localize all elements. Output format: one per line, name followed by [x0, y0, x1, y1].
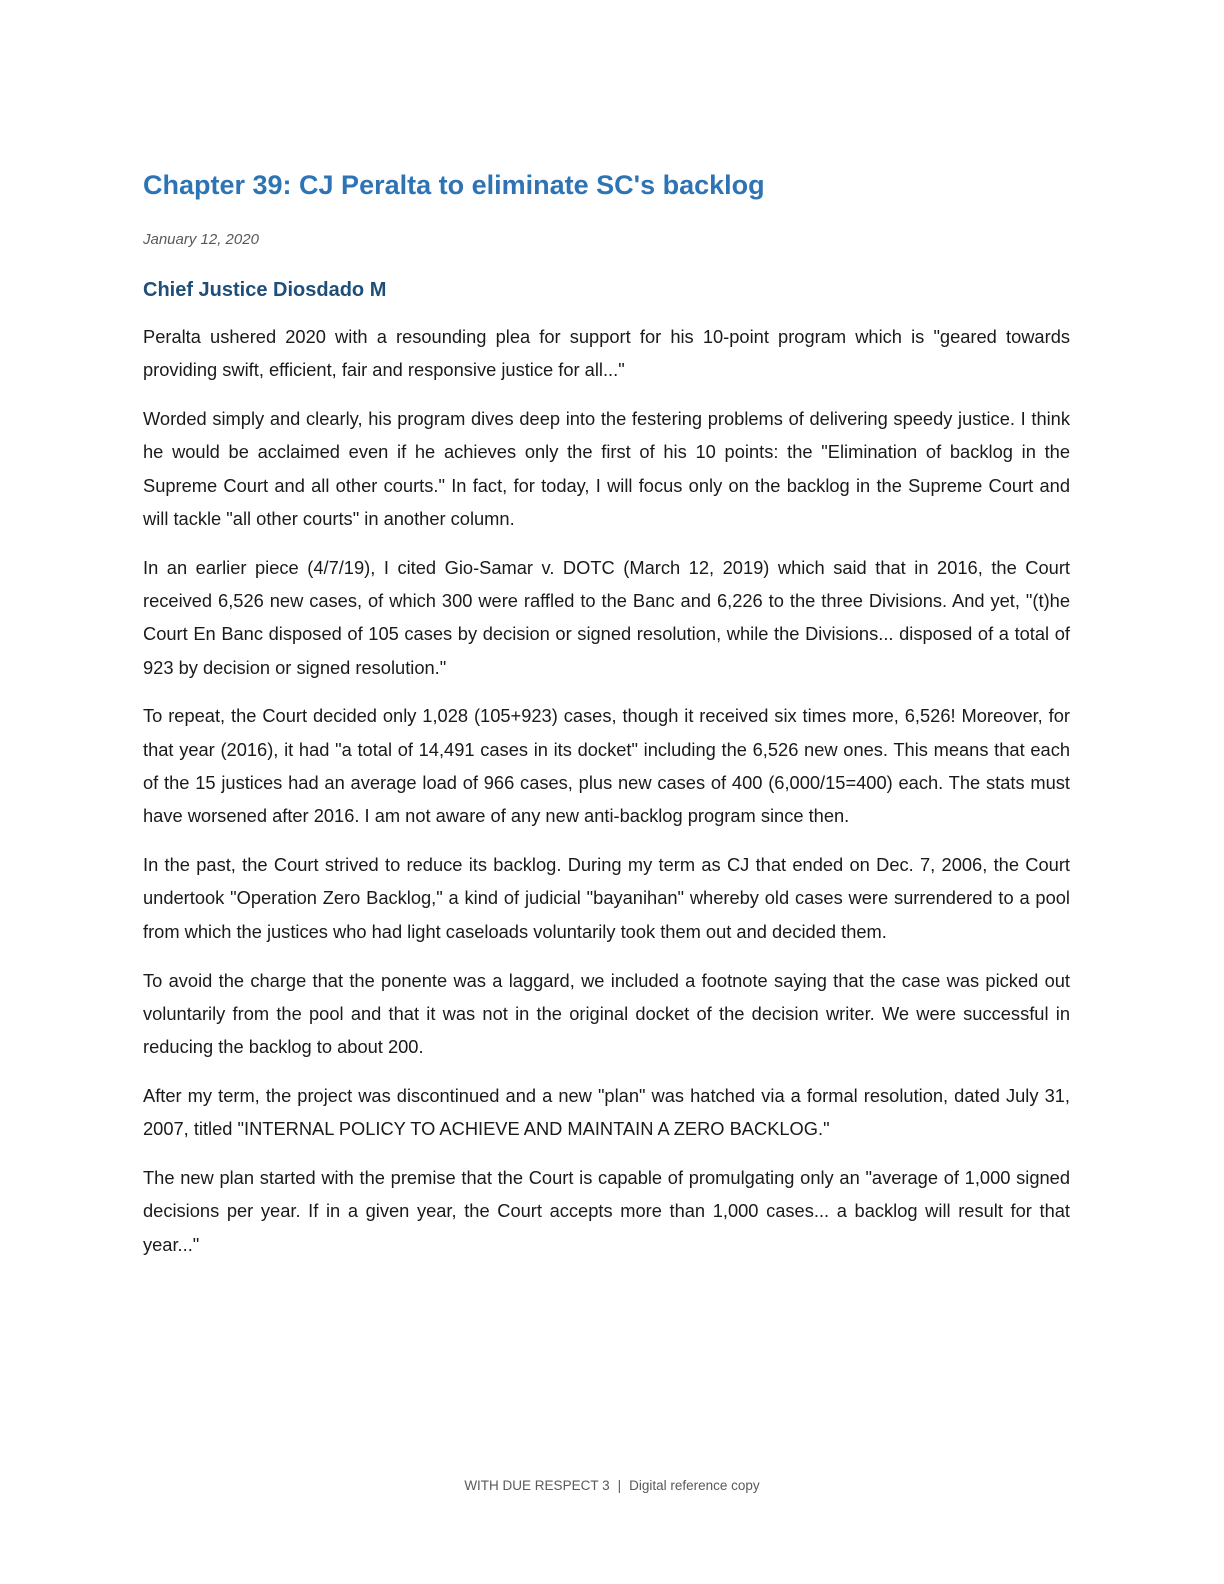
- paragraph-6: To avoid the charge that the ponente was a laggard, we included a footnote saying that the case was picked out voluntarily from the pool and that it was not in the original docket of the decision writer. We were successful in reducing the backlog to about 200.: [143, 969, 1070, 1058]
- article-body: [143, 320, 1070, 1276]
- footer-book-title: WITH DUE RESPECT 3: [464, 1478, 610, 1493]
- page-footer: [0, 1478, 1224, 1493]
- paragraph-8: The new plan started with the premise that the Court is capable of promulgating only an "average of 1,000 signed decisions per year. If in a given year, the Court accepts more than 1,000 cases... a backlog will result for that year...": [143, 1167, 1070, 1255]
- publication-date: January 12, 2020: [143, 231, 259, 248]
- section-subheading: Chief Justice Diosdado M: [143, 279, 387, 301]
- paragraph-7: After my term, the project was discontinued and a new "plan" was hatched via a formal resolution, dated July 31, 2007, titled "INTERNAL POLICY TO ACHIEVE AND MAINTAIN A ZERO BACKLOG.": [143, 1084, 1070, 1140]
- paragraph-5: In the past, the Court strived to reduce its backlog. During my term as CJ that ended on Dec. 7, 2006, the Court undertook "Operation Zero Backlog," a kind of judicial "bayanihan" whereby old cases were surrendered to a pool from which the justices who had light caseloads voluntarily took them out and decided them.: [143, 854, 1070, 942]
- footer-note: Digital reference copy: [629, 1478, 760, 1493]
- paragraph-3: In an earlier piece (4/7/19), I cited Gio-Samar v. DOTC (March 12, 2019) which said that in 2016, the Court received 6,526 new cases, of which 300 were raffled to the Banc and 6,226 to the three Divisions. And yet, "(t)he Court En Banc disposed of 105 cases by decision or signed resolution, while the Divisions... disposed of a total of 923 by decision or signed resolution.": [143, 556, 1070, 678]
- footer-separator: |: [617, 1478, 622, 1493]
- paragraph-1: Peralta ushered 2020 with a resounding plea for support for his 10-point program which is "geared towards providing swift, efficient, fair and responsive justice for all...": [143, 326, 1070, 381]
- paragraph-4: To repeat, the Court decided only 1,028 (105+923) cases, though it received six times more, 6,526! Moreover, for that year (2016), it had "a total of 14,491 cases in its docket" including the 6,526 new ones. This means that each of the 15 justices had an average load of 966 cases, plus new cases of 400 (6,000/15=400) each. The stats must have worsened after 2016. I am not aware of any new anti-backlog program since then.: [143, 705, 1070, 827]
- chapter-title: Chapter 39: CJ Peralta to eliminate SC's backlog: [143, 170, 765, 200]
- paragraph-2: Worded simply and clearly, his program dives deep into the festering problems of delivering speedy justice. I think he would be acclaimed even if he achieves only the first of his 10 points: the "Elimination of backlog in the Supreme Court and all other courts." In fact, for today, I will focus only on the backlog in the Supreme Court and will tackle "all other courts" in another column.: [143, 408, 1070, 529]
